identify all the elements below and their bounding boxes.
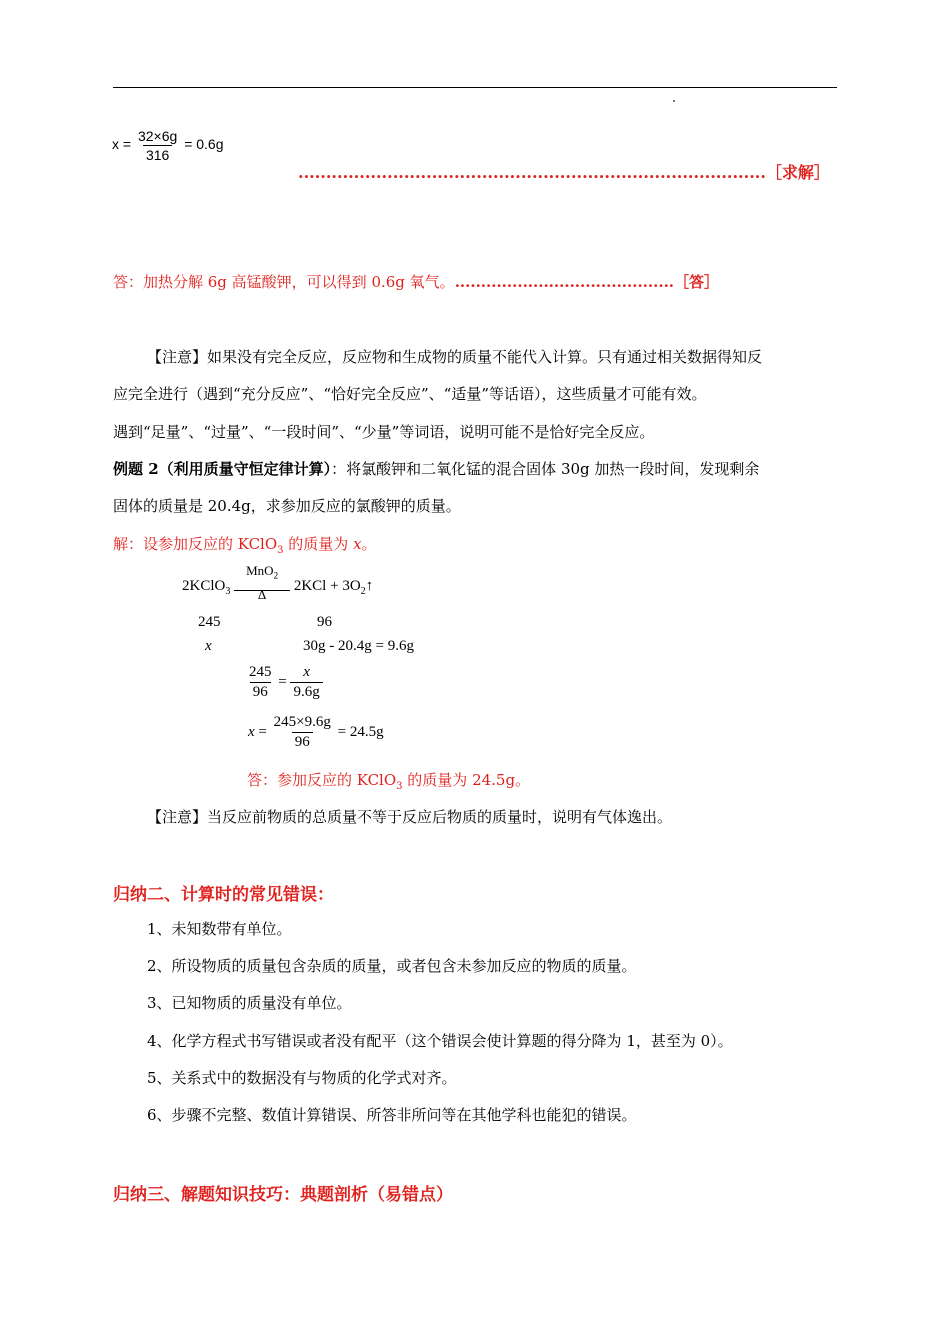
reaction-condition xyxy=(234,563,290,603)
reaction-equation xyxy=(182,563,374,603)
section2-title: 归纳二、计算时的常见错误： xyxy=(113,885,334,905)
solution-intro xyxy=(113,533,377,556)
solution-mid: 的质量为 xyxy=(283,535,354,553)
product2-sub: 2 xyxy=(360,586,366,597)
answer1-text: 答：加热分解 6g 高锰酸钾，可以得到 0.6g 氧气。 xyxy=(113,273,455,291)
solve-equation-2 xyxy=(248,714,384,751)
eq1-fraction xyxy=(135,128,180,163)
proportion-left: $\frac{245}{96}$ xyxy=(249,664,272,700)
note1-line3: 遇到“足量”、“过量”、“一段时间”、“少量”等词语，说明可能不是恰好完全反应。 xyxy=(113,423,655,441)
solution-sub: 3 xyxy=(277,545,284,556)
answer1-dots: .......................................... xyxy=(454,273,675,291)
error-item-2: 2、所设物质的质量包含杂质的质量，或者包含未参加反应的物质的质量。 xyxy=(147,957,637,975)
reactant-sub: 3 xyxy=(225,586,231,597)
reactant: 2KClO xyxy=(182,578,226,594)
heat-symbol: Δ xyxy=(257,587,267,603)
equation-1 xyxy=(112,128,224,163)
mass-product: 96 xyxy=(317,614,332,630)
section3-title: 归纳三、解题知识技巧：典题剖析（易错点） xyxy=(113,1185,453,1205)
eq1-var: x xyxy=(112,136,119,153)
plus-sign: + xyxy=(330,578,339,594)
gas-arrow: ↑ xyxy=(365,578,374,594)
mass-reactant: 245 xyxy=(198,614,221,630)
eq1-numerator: 32×6g xyxy=(137,128,178,144)
error-item-5: 5、关系式中的数据没有与物质的化学式对齐。 xyxy=(147,1069,457,1087)
note1-line1: 【注意】如果没有完全反应，反应物和生成物的质量不能代入计算。只有通过相关数据得知反 xyxy=(147,348,763,366)
eq2-var: x xyxy=(248,723,255,740)
solve-label: ［求解］ xyxy=(765,163,830,182)
unknown-var: x xyxy=(205,638,212,654)
eq1-equals: = xyxy=(122,136,132,153)
page-mark xyxy=(673,100,675,102)
eq2-equals: = xyxy=(258,723,267,740)
error-item-3: 3、已知物质的质量没有单位。 xyxy=(147,994,352,1012)
eq2-fraction: $\frac{245\times 9.6g}{96}$ xyxy=(273,714,331,750)
eq1-result: = 0.6g xyxy=(184,136,224,153)
example2-title: 例题 2（利用质量守恒定律计算） xyxy=(113,460,332,478)
eq1-denominator: 316 xyxy=(143,145,172,163)
answer-2: 答：参加反应的 KClO$_3$ 的质量为 24.5g。 xyxy=(247,771,531,792)
catalyst: MnO$_2$ xyxy=(246,563,279,581)
header-rule xyxy=(113,87,837,88)
answer-1 xyxy=(113,271,719,292)
eq2-result: = 24.5g xyxy=(337,723,384,740)
proportion xyxy=(246,664,323,701)
answer1-label: ［答］ xyxy=(674,273,720,291)
note1-line2: 应完全进行（遇到“充分反应”、“恰好完全反应”、“适量”等话语），这些质量才可能有效。 xyxy=(113,385,707,403)
solution-var: x xyxy=(353,535,362,553)
product-1: 2KCl xyxy=(293,578,327,594)
example2-text1: ：将氯酸钾和二氧化锰的混合固体 30g 加热一段时间，发现剩余 xyxy=(331,460,760,478)
proportion-equals: = xyxy=(278,673,287,690)
solution-end: 。 xyxy=(361,535,377,553)
product-2: 3O xyxy=(342,578,361,594)
example2-line1 xyxy=(113,458,759,479)
error-item-1: 1、未知数带有单位。 xyxy=(147,920,292,938)
note-2: 【注意】当反应前物质的总质量不等于反应后物质的质量时，说明有气体逸出。 xyxy=(147,808,673,826)
example2-line2: 固体的质量是 20.4g，求参加反应的氯酸钾的质量。 xyxy=(113,497,461,515)
known-mass: 30g - 20.4g = 9.6g xyxy=(303,638,414,654)
solve-dots: .................................................................................... xyxy=(298,163,766,182)
error-item-6: 6、步骤不完整、数值计算错误、所答非所问等在其他学科也能犯的错误。 xyxy=(147,1106,637,1124)
solve-step-line xyxy=(298,160,830,183)
error-item-4: 4、化学方程式书写错误或者没有配平（这个错误会使计算题的得分降为 1，甚至为 0）。 xyxy=(147,1032,733,1050)
solution-prefix: 解：设参加反应的 KClO xyxy=(113,535,278,553)
proportion-right: $\frac{x}{9.6g}$ xyxy=(290,664,322,701)
